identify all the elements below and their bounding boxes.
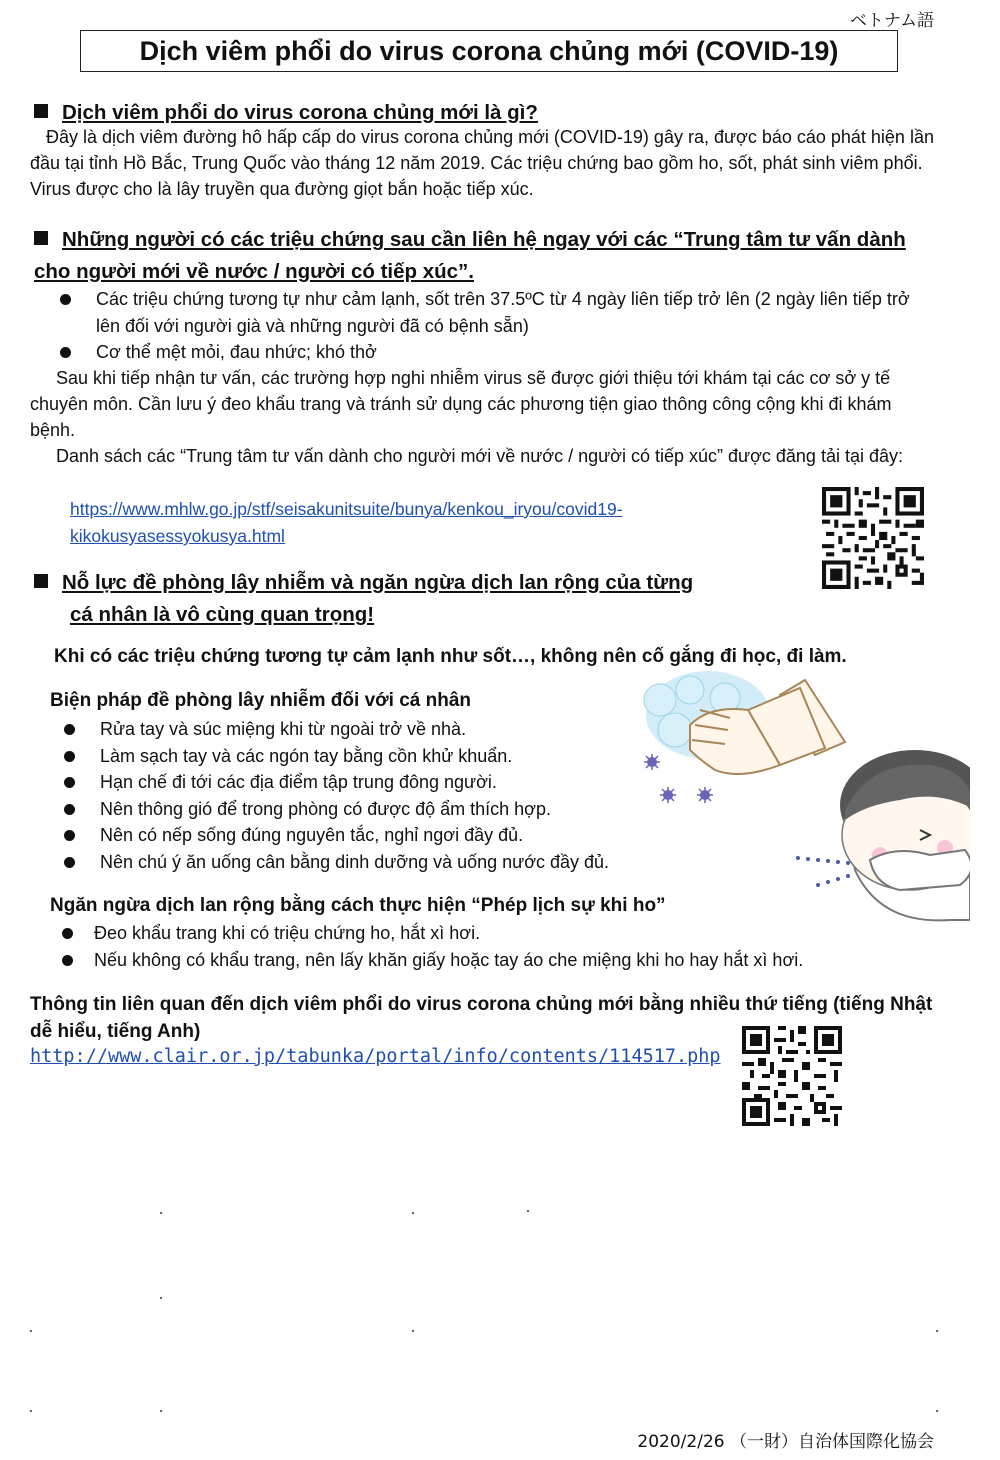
- bullet-dot-icon: [62, 955, 73, 966]
- square-bullet-icon: [34, 574, 48, 588]
- list-item: [64, 822, 684, 849]
- bullet-dot-icon: [60, 294, 71, 305]
- list-item: [64, 743, 684, 770]
- list-item: [60, 286, 936, 339]
- list-item-text: Nên chú ý ăn uống cân bằng dinh dưỡng và uống nước đầy đủ.: [100, 851, 610, 872]
- scan-speck: [160, 1410, 162, 1412]
- scan-speck: [936, 1410, 938, 1412]
- section2-para2: Danh sách các “Trung tâm tư vấn dành cho người mới về nước / người có tiếp xúc” được đăng tải tại đây:: [56, 446, 903, 466]
- list-item: [60, 339, 936, 366]
- germ-icon: [647, 757, 710, 800]
- footer-date-publisher: 2020/2/26 （一財）自治体国際化協会: [637, 1432, 934, 1452]
- list-item-text: Làm sạch tay và các ngón tay bằng cồn khử khuẩn.: [100, 745, 513, 766]
- scan-speck: [412, 1330, 414, 1332]
- list-item-text: Nên có nếp sống đúng nguyên tắc, nghỉ ngơi đầy đủ.: [100, 825, 524, 845]
- bullet-dot-icon: [64, 724, 75, 735]
- section1-heading-text: Dịch viêm phổi do virus corona chủng mới là gì?: [62, 101, 538, 124]
- list-item-text: Đeo khẩu trang khi có triệu chứng ho, hắt xì hơi.: [94, 923, 481, 943]
- section1-body: Đây là dịch viêm đường hô hấp cấp do virus corona chủng mới (COVID-19) gây ra, được báo cáo phát hiện lần đầu tại tỉnh Hồ Bắc, Trung Quốc vào tháng 12 năm 2019. Các triệu chứng bao gồm ho, sốt, phát sinh viêm phổi. Virus được cho là lây truyền qua đường giọt bắn hoặc tiếp xúc.: [30, 127, 934, 199]
- cough-etiquette-title: Ngăn ngừa dịch lan rộng bằng cách thực hiện “Phép lịch sự khi ho”: [50, 895, 666, 916]
- mhlw-link-line2[interactable]: kikokusyasessyokusya.html: [70, 526, 285, 546]
- scan-speck: [160, 1297, 162, 1299]
- bullet-dot-icon: [64, 751, 75, 762]
- mhlw-link-line1[interactable]: https://www.mhlw.go.jp/stf/seisakunitsuite/bunya/kenkou_iryou/covid19-: [70, 499, 623, 519]
- list-item-text: Cơ thể mệt mỏi, đau nhức; khó thở: [96, 342, 377, 362]
- section3-heading-line1: Nỗ lực đề phòng lây nhiễm và ngăn ngừa dịch lan rộng của từng: [62, 571, 694, 594]
- list-item: [62, 920, 942, 947]
- personal-measures-title: Biện pháp đề phòng lây nhiễm đối với cá nhân: [50, 690, 471, 711]
- cough-droplets-icon: [796, 856, 850, 887]
- square-bullet-icon: [34, 231, 48, 245]
- mhlw-link-block: [70, 496, 770, 550]
- bullet-dot-icon: [64, 830, 75, 841]
- scan-speck: [160, 1212, 162, 1214]
- qr-code-icon: [822, 487, 924, 589]
- section2-para1: Sau khi tiếp nhận tư vấn, các trường hợp nghi nhiễm virus sẽ được giới thiệu tới khám tại các cơ sở y tế chuyên môn. Cần lưu ý đeo khẩu trang và tránh sử dụng các phương tiện giao thông công cộng khi đi khám bệnh.: [30, 368, 892, 440]
- scan-speck: [412, 1212, 414, 1214]
- list-item-text: Nếu không có khẩu trang, nên lấy khăn giấy hoặc tay áo che miệng khi ho hay hắt xì hơi.: [94, 949, 804, 970]
- scan-speck: [30, 1410, 32, 1412]
- section2-heading-text: Những người có các triệu chứng sau cần liên hệ ngay với các “Trung tâm tư vấn dành cho người mới về nước / người có tiếp xúc”.: [34, 228, 906, 283]
- cough-etiquette-list: [62, 920, 942, 973]
- scan-speck: [527, 1210, 529, 1212]
- handwashing-and-cough-illustration: [630, 670, 970, 930]
- list-item-text: Hạn chế đi tới các địa điểm tập trung đông người.: [100, 772, 497, 792]
- bullet-dot-icon: [62, 928, 73, 939]
- list-item: [64, 796, 684, 823]
- bullet-dot-icon: [64, 777, 75, 788]
- multilingual-info: Thông tin liên quan đến dịch viêm phổi do virus corona chủng mới bằng nhiều thứ tiếng (tiếng Nhật dễ hiểu, tiếng Anh): [30, 994, 933, 1042]
- square-bullet-icon: [34, 104, 48, 118]
- list-item: [64, 849, 684, 876]
- scan-speck: [30, 1330, 32, 1332]
- symptom-list: [60, 286, 936, 366]
- clair-link[interactable]: http://www.clair.or.jp/tabunka/portal/info/contents/114517.php: [30, 1046, 721, 1067]
- coughing-boy-icon: [840, 750, 970, 920]
- section2-heading: [34, 224, 938, 288]
- bullet-dot-icon: [60, 347, 71, 358]
- list-item-text: Các triệu chứng tương tự như cảm lạnh, sốt trên 37.5ºC từ 4 ngày liên tiếp trở lên (2 ngày liên tiếp trở lên đối với người già và những người đã có bệnh sẵn): [96, 289, 910, 336]
- language-label: ベトナム語: [849, 11, 934, 31]
- list-item-text: Rửa tay và súc miệng khi từ ngoài trở về nhà.: [100, 719, 467, 739]
- qr-code-icon: [742, 1026, 842, 1126]
- bullet-dot-icon: [64, 857, 75, 868]
- scan-speck: [936, 1330, 938, 1332]
- list-item: [64, 769, 684, 796]
- personal-measures-list: [64, 716, 684, 875]
- bullet-dot-icon: [64, 804, 75, 815]
- section3-heading-line2: cá nhân là vô cùng quan trọng!: [70, 603, 375, 626]
- page-title: Dịch viêm phổi do virus corona chủng mới (COVID-19): [80, 30, 898, 72]
- list-item-text: Nên thông gió để trong phòng có được độ ẩm thích hợp.: [100, 798, 551, 819]
- list-item: [64, 716, 684, 743]
- stay-home-notice: Khi có các triệu chứng tương tự cảm lạnh như sốt…, không nên cố gắng đi học, đi làm.: [54, 646, 847, 667]
- list-item: [62, 947, 942, 974]
- section3-heading: [34, 568, 794, 632]
